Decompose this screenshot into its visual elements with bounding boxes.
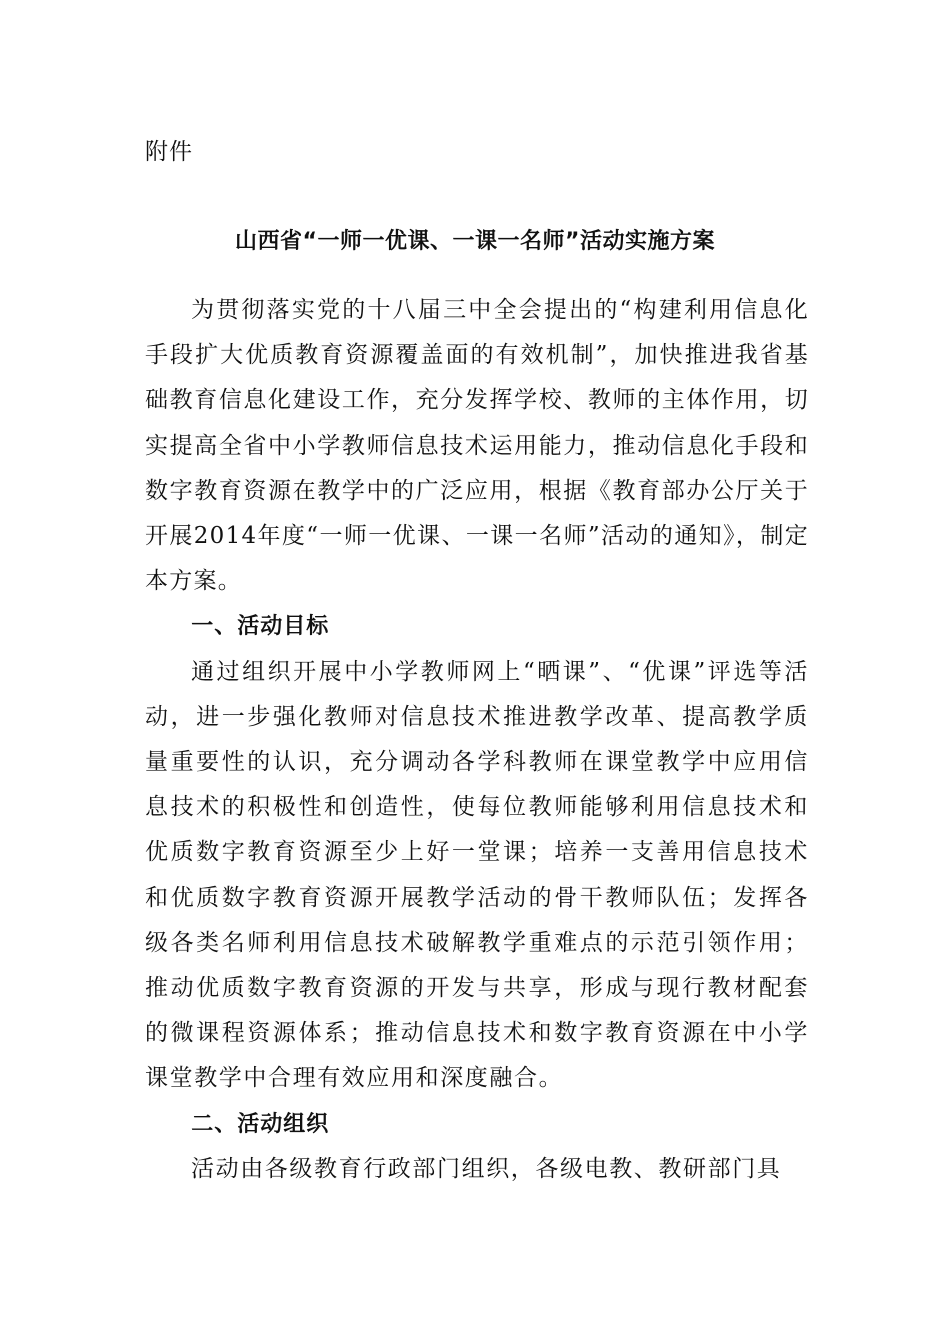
intro-paragraph: 为贯彻落实党的十八届三中全会提出的“构建利用信息化手段扩大优质教育资源覆盖面的有效机制”，加快推进我省基础教育信息化建设工作，充分发挥学校、教师的主体作用，切实提高全省中小学教师信息技术运用能力，推动信息化手段和数字教育资源在教学中的广泛应用，根据《教育部办公厅关于开展2014年度“一师一优课、一课一名师”活动的通知》，制定本方案。 [145,297,809,595]
section-heading-goals: 一、活动目标 [191,614,330,640]
section-paragraph-goals: 通过组织开展中小学教师网上“晒课”、“优课”评选等活动，进一步强化教师对信息技术推进教学改革、提高教学质量重要性的认识，充分调动各学科教师在课堂教学中应用信息技术的积极性和创造性，使每位教师能够利用信息技术和优质数字教育资源至少上好一堂课；培养一支善用信息技术和优质数字教育资源开展教学活动的骨干教师队伍；发挥各级各类名师利用信息技术破解教学重难点的示范引领作用；推动优质数字教育资源的开发与共享，形成与现行教材配套的微课程资源体系；推动信息技术和数字教育资源在中小学课堂教学中合理有效应用和深度融合。 [145,658,809,1092]
document-title: 山西省“一师一优课、一课一名师”活动实施方案 [235,229,715,254]
section-heading-organization: 二、活动组织 [191,1111,330,1137]
attachment-label: 附件 [145,139,193,165]
section-paragraph-organization: 活动由各级教育行政部门组织，各级电教、教研部门具 [191,1155,782,1182]
document-body [145,288,809,1192]
